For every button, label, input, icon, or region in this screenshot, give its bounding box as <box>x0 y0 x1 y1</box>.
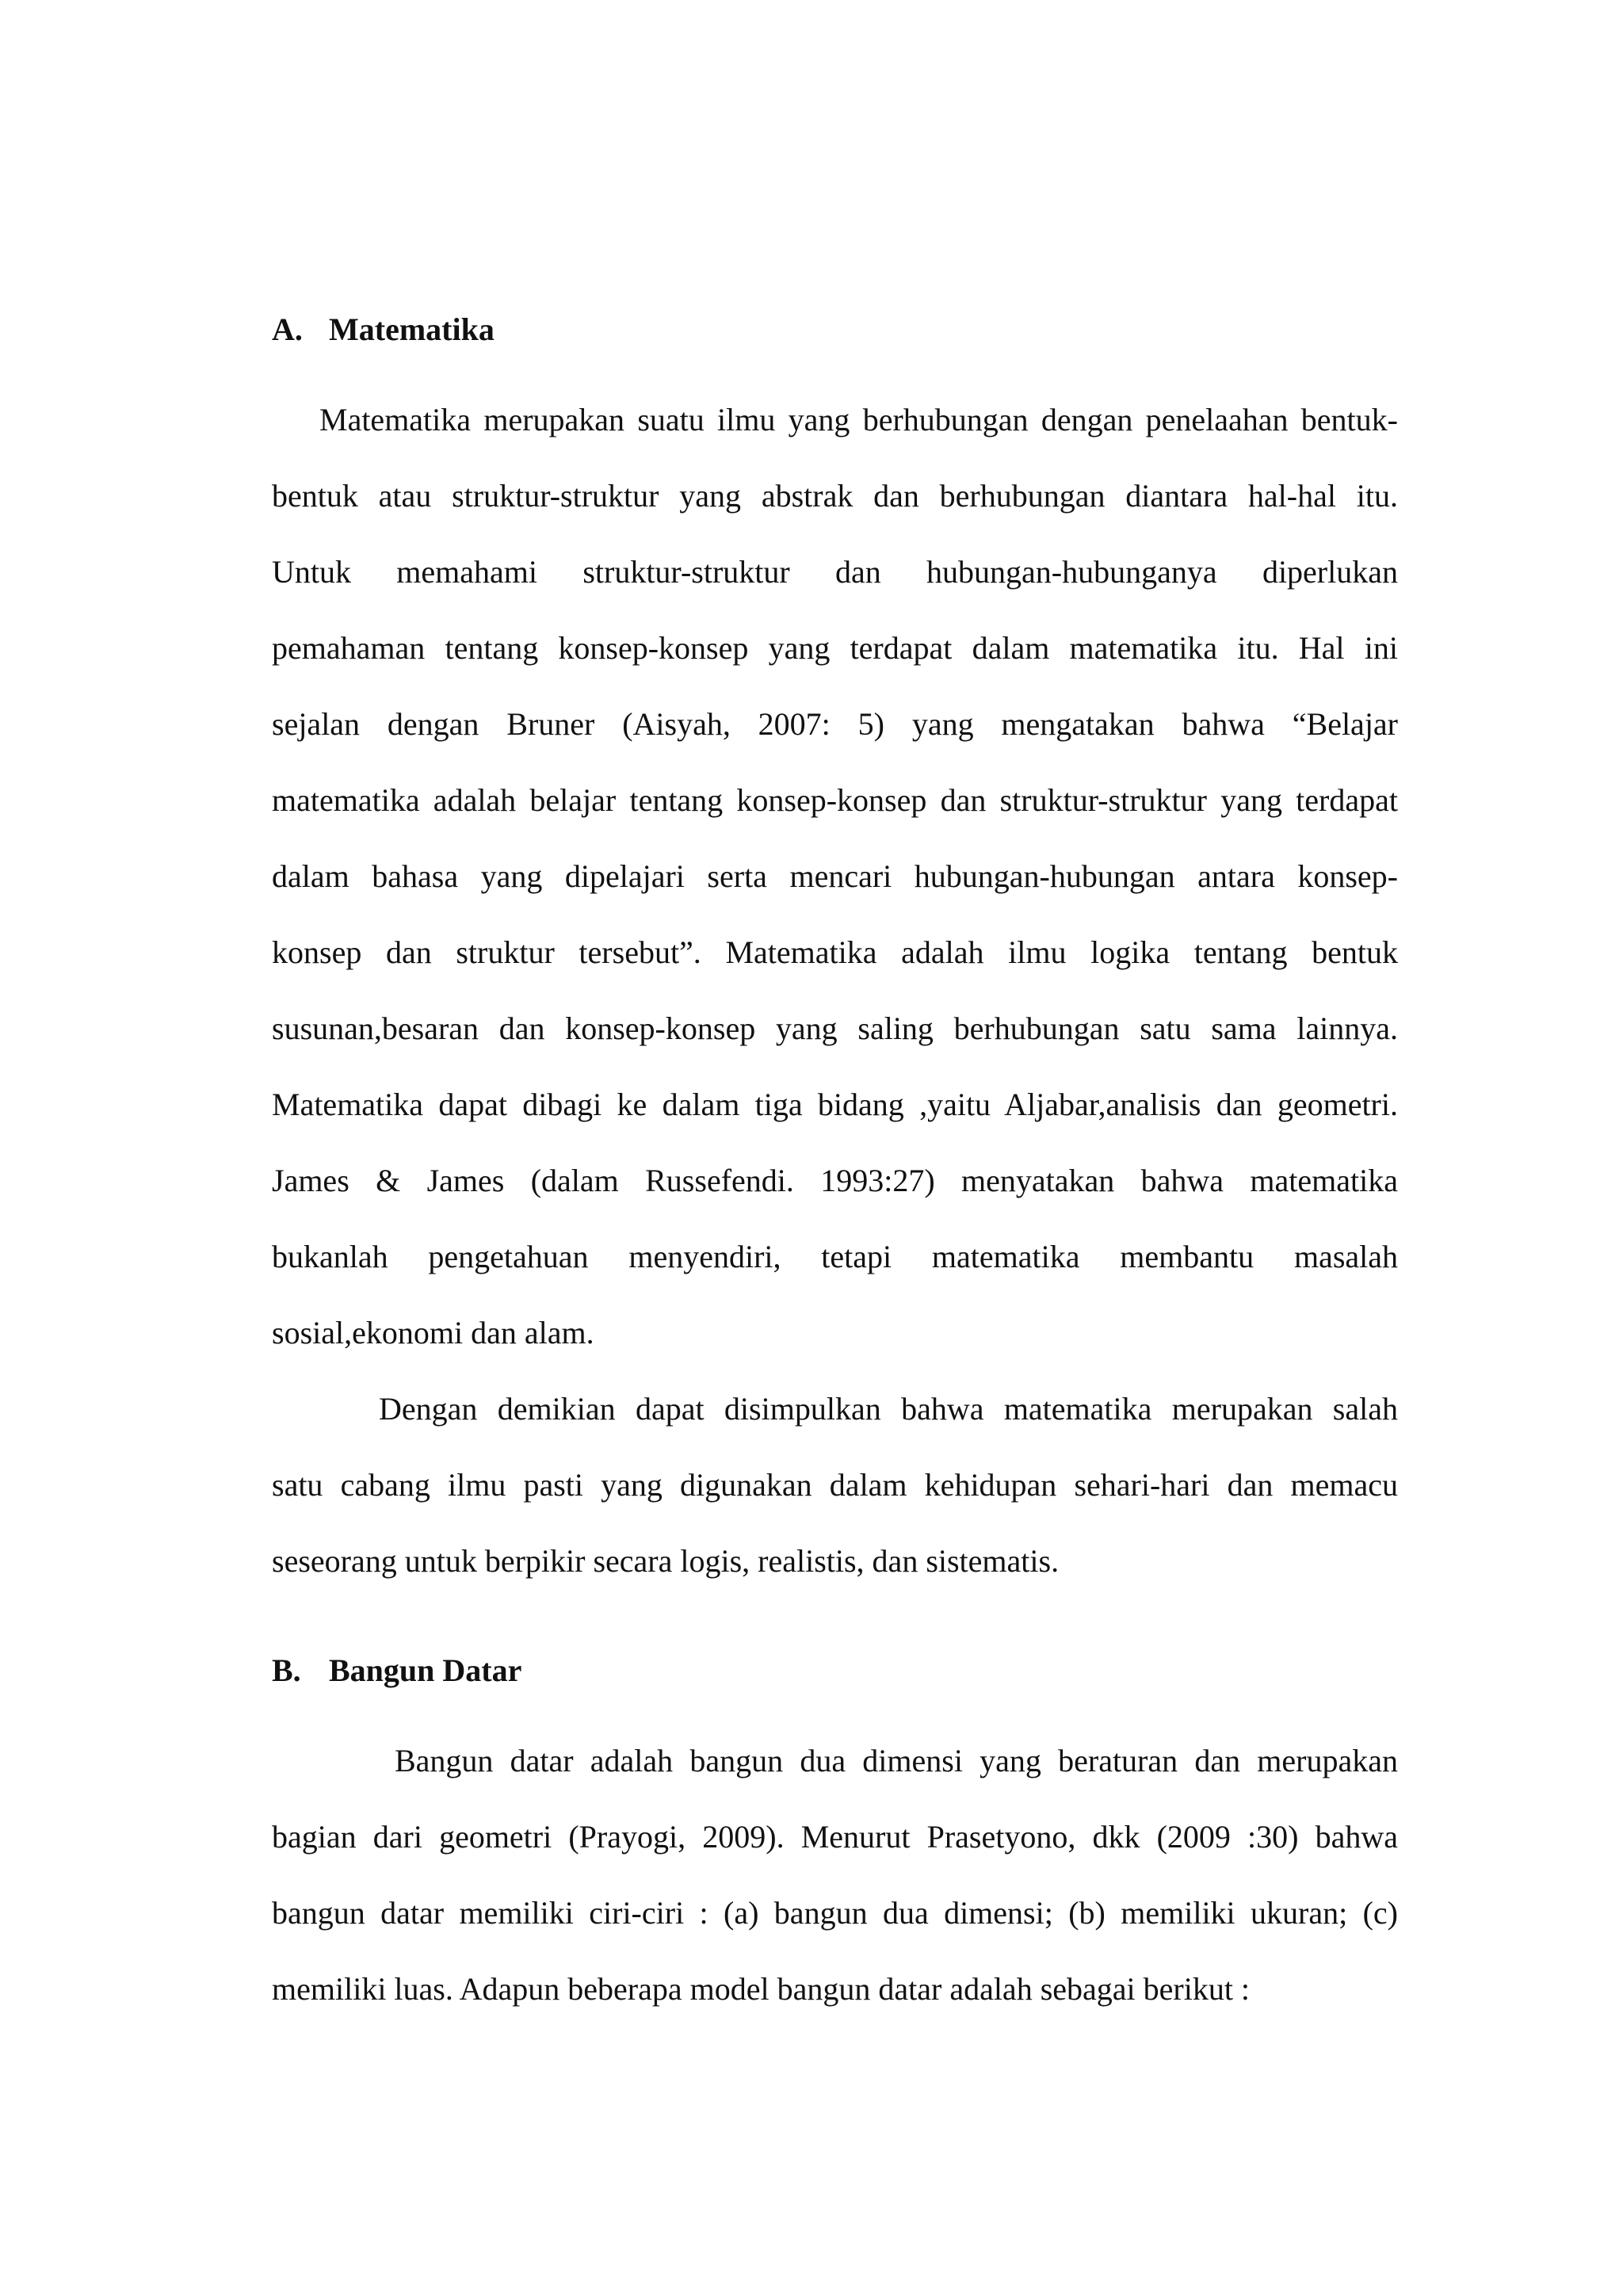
section-b-title: Bangun Datar <box>329 1652 522 1688</box>
text-line: matematika adalah belajar tentang konsep-konsep dan struktur-struktur yang terdapat <box>272 782 1398 818</box>
text-line: memiliki luas. Adapun beberapa model bangun datar adalah sebagai berikut : <box>272 1971 1251 2007</box>
section-b-paragraph-1 <box>272 1723 1398 2027</box>
text-line: Bangun datar adalah bangun dua dimensi yang beraturan dan merupakan <box>395 1743 1398 1778</box>
text-line: satu cabang ilmu pasti yang digunakan dalam kehidupan sehari-hari dan memacu <box>272 1467 1398 1503</box>
text-line: sejalan dengan Bruner (Aisyah, 2007: 5) yang mengatakan bahwa “Belajar <box>272 706 1398 742</box>
text-line: bagian dari geometri (Prayogi, 2009). Menurut Prasetyono, dkk (2009 :30) bahwa <box>272 1819 1398 1855</box>
text-line: bangun datar memiliki ciri-ciri : (a) bangun dua dimensi; (b) memiliki ukuran; (c) <box>272 1895 1398 1931</box>
text-line: bentuk atau struktur-struktur yang abstrak dan berhubungan diantara hal-hal itu. <box>272 478 1398 514</box>
text-line: dalam bahasa yang dipelajari serta mencari hubungan-hubungan antara konsep- <box>272 858 1398 894</box>
text-line: konsep dan struktur tersebut”. Matematika adalah ilmu logika tentang bentuk <box>272 934 1398 970</box>
section-a-paragraph-1 <box>272 382 1398 1371</box>
text-line: sosial,ekonomi dan alam. <box>272 1315 594 1350</box>
text-line: James & James (dalam Russefendi. 1993:27) menyatakan bahwa matematika <box>272 1163 1398 1198</box>
text-line: susunan,besaran dan konsep-konsep yang saling berhubungan satu sama lainnya. <box>272 1010 1398 1046</box>
section-a-paragraph-2 <box>272 1371 1398 1599</box>
text-line: Matematika merupakan suatu ilmu yang berhubungan dengan penelaahan bentuk- <box>319 402 1398 437</box>
text-line: Untuk memahami struktur-struktur dan hubungan-hubunganya diperlukan <box>272 554 1398 590</box>
text-line: bukanlah pengetahuan menyendiri, tetapi matematika membantu masalah <box>272 1239 1398 1274</box>
text-line: pemahaman tentang konsep-konsep yang terdapat dalam matematika itu. Hal ini <box>272 630 1398 666</box>
section-b-heading <box>272 1648 1398 1693</box>
section-a-letter: A. <box>272 311 303 347</box>
text-line: seseorang untuk berpikir secara logis, realistis, dan sistematis. <box>272 1543 1060 1579</box>
text-line: Dengan demikian dapat disimpulkan bahwa matematika merupakan salah <box>379 1391 1398 1427</box>
document-page <box>272 308 1398 2027</box>
section-a-title: Matematika <box>329 311 495 347</box>
section-b-letter: B. <box>272 1652 301 1688</box>
section-a-heading <box>272 308 1398 352</box>
text-line: Matematika dapat dibagi ke dalam tiga bidang ,yaitu Aljabar,analisis dan geometri. <box>272 1087 1398 1122</box>
